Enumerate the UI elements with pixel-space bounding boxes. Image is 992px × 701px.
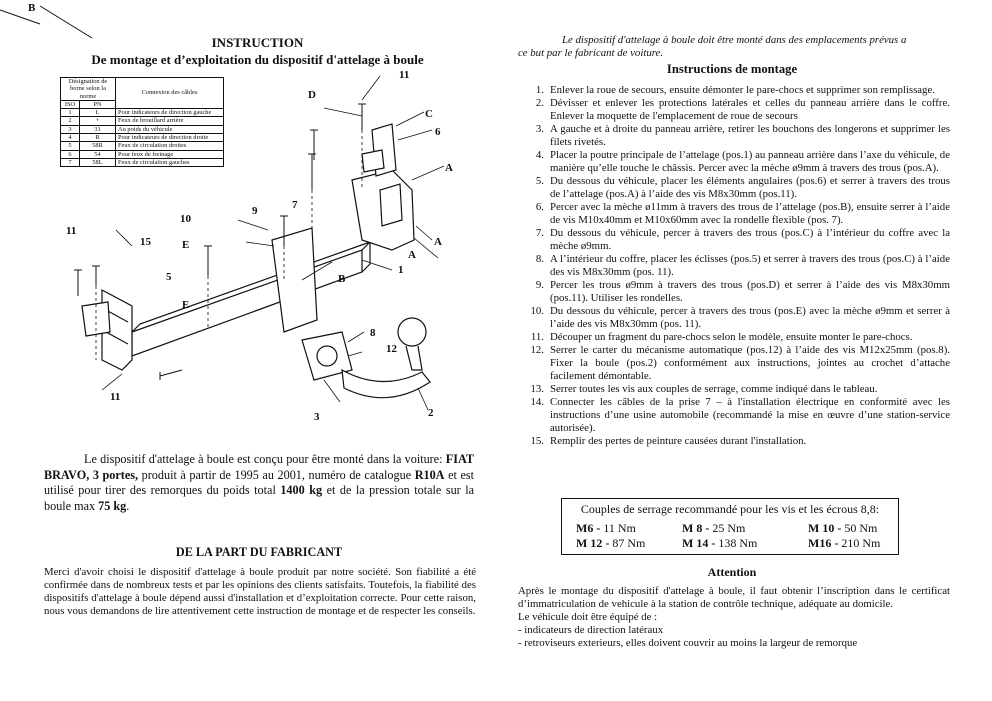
diagram-label-10: 10 <box>180 213 191 225</box>
diagram-label-A-right: A <box>434 236 442 248</box>
diagram-label-5: 5 <box>166 271 172 283</box>
diagram-label-15: 15 <box>140 236 151 248</box>
diagram-label-6: 6 <box>435 126 441 138</box>
montage-step: 6. Percer avec la mèche ø11mm à travers des trous de l’attelage (pos.B), ensuite serrer à l’aide de vis M10x40mm et M10x60mm avec la rondelle flexible (pos. 7). <box>535 201 950 226</box>
diagram-label-D: D <box>308 89 316 101</box>
document-title: INSTRUCTION <box>211 35 304 50</box>
diagram-label-E-upper: E <box>182 239 190 251</box>
pin-table-row: 4 R Pour indicateurs de direction droite <box>61 134 224 142</box>
pin-table-row: 3 31 Au poids du véhicule <box>61 125 224 133</box>
montage-heading: Instructions de montage <box>666 62 798 76</box>
manufacturer-text: Merci d'avoir choisi le dispositif d'attelage à boule produit par notre société. Son fiabilité a été confirmée dans de nombreux tests et par les opinions des clients satisfaits. Toutefois, la fiabilité des dispositifs d'attelage à boule dépend aussi d'installation et d’exploitation correcte. Pour cette raison, nous vous demandons de lire attentivement cette instruction de montage et de respecter les conseils. <box>44 566 476 618</box>
diagram-label-A-upper: A <box>445 162 453 174</box>
montage-step: 12. Serrer le carter du mécanisme automatique (pos.12) à l’aide des vis M12x25mm (pos.8). Fixer la boule (pos.2) conformément aux instructions, jointes au crochet d’attache facilement démontable. <box>530 344 950 382</box>
catalogue-number: R10A <box>414 467 445 482</box>
diagram-label-3: 3 <box>314 411 320 423</box>
attention-text: Après le montage du dispositif d'attelage à boule, il faut obtenir l’inscription dans le certificat d’immatriculation de vehicule à la station de contrôle technique, adéquate au domicile. Le véhicule doit être équipé de : - indicateurs de direction latéraux - retroviseurs exterieurs, elles doivent couvrir au moins la largeur de remorque <box>518 585 950 649</box>
diagram-label-11-bottom: 11 <box>110 391 121 403</box>
pin-table-row: 2 + Feux de brouillard arrière <box>61 117 224 125</box>
pin-table-header-connection: Connexion des câbles <box>116 78 224 109</box>
diagram-label-11-left: 11 <box>66 225 77 237</box>
diagram-label-8: 8 <box>370 327 376 339</box>
torque-item: M 12 - 87 Nm <box>576 536 646 550</box>
vehicle-model: FIAT BRAVO, 3 portes, <box>44 452 475 482</box>
montage-step: 4. Placer la poutre principale de l’attelage (pos.1) au panneau arrière dans l’axe du véhicule, de manière qu’elle touche le châssis. Percer avec la mèche ø9mm à travers des trous (pos.A). <box>535 149 950 174</box>
montage-step: 2. Dévisser et enlever les protections latérales et celles du panneau arrière dans le coffre. Enlever la moquette de l'emplacement de roue de secours <box>535 97 950 122</box>
pin-table-row: 1 L Pour indicateurs de direction gauche <box>61 109 224 117</box>
torque-item: M16 - 210 Nm <box>808 536 881 550</box>
pin-table-row: 6 54 Pour feux de freinage <box>61 150 224 158</box>
montage-step: 11. Découper un fragment du pare-chocs selon le modèle, ensuite monter le pare-chocs. <box>530 331 913 343</box>
ball-pressure: 75 kg <box>98 498 127 513</box>
montage-step: 3. A gauche et à droite du panneau arrière, retirer les bouchons des longerons et supprimer les filets rivetés. <box>535 123 950 148</box>
montage-steps-list <box>518 84 950 448</box>
pin-table-row: 5 58R Feux de circulation droites <box>61 142 224 150</box>
vehicle-compatibility-paragraph: Le dispositif d'attelage à boule est conçu pour être monté dans la voiture: FIAT BRAVO, 3 portes, produit à partir de 1995 au 2001, numéro de catalogue R10A et est utilisé pour tirer des remorques du poids total 1400 kg et de la pression totale sur la boule max 75 kg. <box>44 452 475 513</box>
montage-step: 10. Du dessous du véhicule, percer à travers des trous (pos.E) avec la mèche ø9mm et serrer à l’aide des vis M8x30mm (pos. 11). <box>530 305 950 330</box>
torque-title: Couples de serrage recommandé pour les vis et les écrous 8,8: <box>580 502 880 516</box>
montage-step: 1. Enlever la roue de secours, ensuite démonter le pare-chocs et supprimer son remplissage. <box>535 84 935 96</box>
montage-step: 7. Du dessous du véhicule, percer à travers des trous (pos.C) à l’intérieur du coffre avec la mèche ø9mm. <box>535 227 950 252</box>
diagram-label-11-top: 11 <box>399 70 410 81</box>
diagram-label-7: 7 <box>292 199 298 211</box>
trailer-weight: 1400 kg <box>280 483 323 498</box>
corner-fold-lines <box>0 0 100 40</box>
diagram-label-E-lower: E <box>182 299 190 311</box>
diagram-label-12: 12 <box>386 343 397 355</box>
pin-table-header-designation: Désignation de borne selon la norme <box>61 78 116 101</box>
montage-step: 13. Serrer toutes les vis aux couples de serrage, comme indiqué dans le tableau. <box>530 383 878 395</box>
pin-table-row: 7 58L Feux de circulation gauches <box>61 158 224 166</box>
montage-step: 5. Du dessous du véhicule, placer les éléments angulaires (pos.6) et serrer à travers des trous de l’attelage (pos.A) à l’aide des vis M8x30mm (pos.11). <box>535 175 950 200</box>
torque-item: M 10 - 50 Nm <box>808 521 878 535</box>
montage-step: 8. A l’intérieur du coffre, placer les éclisses (pos.5) et serrer à travers des trous (pos.C) à l’aide des vis M8x30mm (pos. 11). <box>535 253 950 278</box>
torque-item: M6 - 11 Nm <box>576 521 636 535</box>
pin-table-header-iso: ISO <box>61 100 80 108</box>
diagram-label-9: 9 <box>252 205 258 217</box>
diagram-label-A-lower: A <box>408 249 416 261</box>
diagram-label-B: B <box>338 273 346 285</box>
pin-table-header-pn: PN <box>80 100 116 108</box>
torque-item: M 14 - 138 Nm <box>682 536 758 550</box>
torque-item: M 8 - 25 Nm <box>682 521 746 535</box>
document-subtitle: De montage et d’exploitation du dispositif d'attelage à boule <box>91 52 424 67</box>
diagram-label-C: C <box>425 108 433 120</box>
montage-step: 14. Connecter les câbles de la prise 7 – à l'installation électrique en conformité avec les instructions d’une usine automobile (recommandé la mise en œuvre d’une station-service autorisée). <box>530 396 950 434</box>
torque-table <box>561 498 899 555</box>
mounting-note: Le dispositif d'attelage à boule doit être monté dans des emplacements prévus a ce but par le fabricant de voiture. <box>518 34 907 59</box>
corner-label: B <box>28 2 36 14</box>
diagram-label-1: 1 <box>398 264 404 276</box>
connector-pin-table <box>60 77 224 167</box>
montage-step: 9. Percer les trous ø9mm à travers des trous (pos.D) et serrer à l’aide des vis M8x30mm (pos.11). Utiliser les rondelles. <box>535 279 950 304</box>
manufacturer-heading: DE LA PART DU FABRICANT <box>175 545 343 559</box>
diagram-label-2: 2 <box>428 407 434 419</box>
montage-step: 15. Remplir des pertes de peinture causées durant l'installation. <box>530 435 807 447</box>
attention-heading: Attention <box>707 565 757 579</box>
